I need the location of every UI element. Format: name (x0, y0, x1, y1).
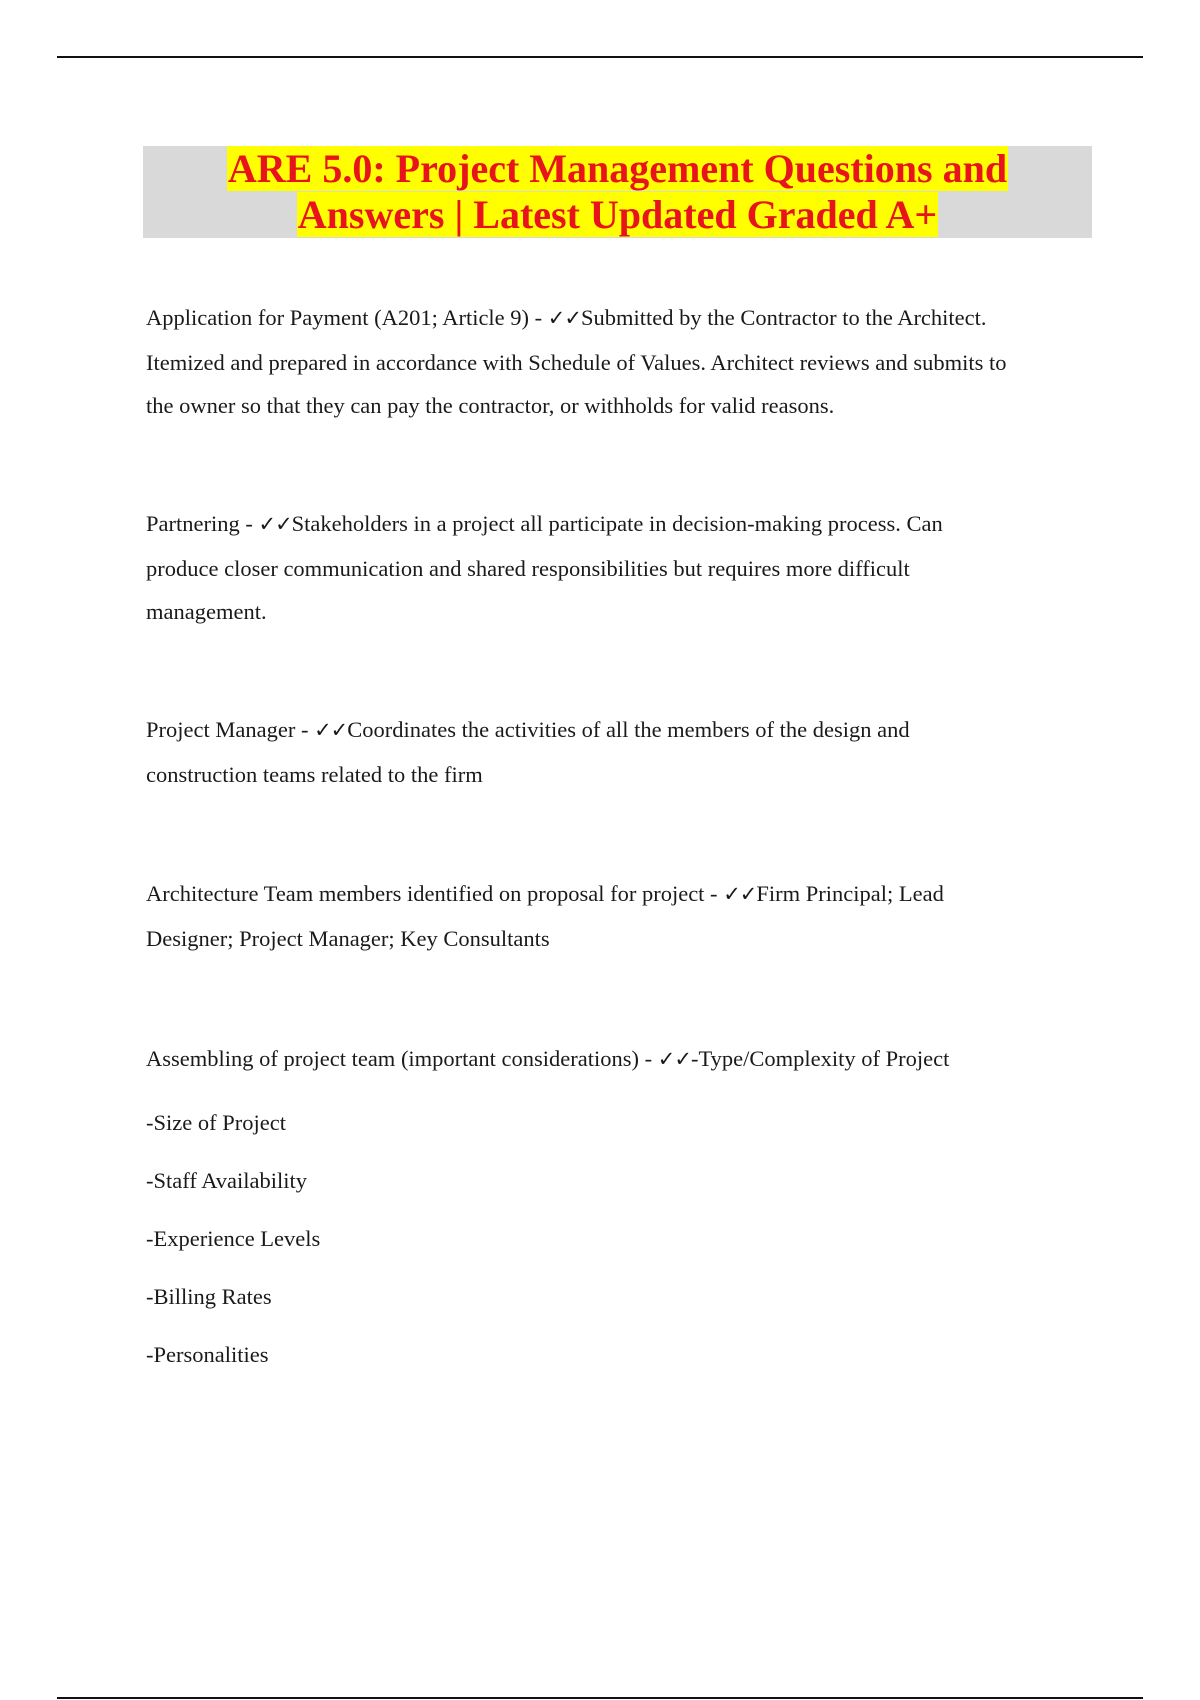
qa-answer: Designer; Project Manager; Key Consultants (146, 925, 550, 951)
qa-entry (146, 1037, 1086, 1082)
qa-answer: the owner so that they can pay the contractor, or withholds for valid reasons. (146, 393, 835, 418)
document-title-band (143, 146, 1092, 238)
qa-term: Application for Payment (A201; Article 9) - (146, 305, 548, 330)
document-title-line-2 (143, 192, 1092, 238)
list-item: -Personalities (146, 1342, 269, 1367)
qa-answer: construction teams related to the firm (146, 761, 483, 787)
list-item: -Size of Project (146, 1110, 286, 1135)
double-check-icon: ✓✓ (657, 1047, 691, 1071)
list-item: -Billing Rates (146, 1284, 272, 1309)
title-highlight: ARE 5.0: Project Management Questions and (227, 146, 1008, 191)
qa-term: Assembling of project team (important considerations) - (146, 1046, 658, 1071)
qa-line (146, 1037, 1086, 1082)
footer-rule (57, 1697, 1143, 1699)
header-rule (57, 56, 1143, 58)
list-item: -Experience Levels (146, 1226, 321, 1251)
qa-answer: Itemized and prepared in accordance with Schedule of Values. Architect reviews and submits to (146, 349, 1007, 375)
qa-line (146, 872, 1086, 917)
qa-answer: Coordinates the activities of all the members of the design and (347, 717, 910, 742)
consideration-list (146, 1094, 746, 1384)
qa-entry (146, 872, 1086, 960)
document-title-line-1 (143, 146, 1092, 192)
qa-term: Partnering - (146, 511, 259, 536)
double-check-icon: ✓✓ (258, 512, 292, 536)
qa-term: Project Manager - (146, 717, 315, 742)
qa-line (146, 502, 1086, 547)
double-check-icon: ✓✓ (723, 882, 757, 906)
qa-entry (146, 502, 1086, 634)
qa-line (146, 296, 1086, 341)
qa-answer: Submitted by the Contractor to the Architect. (580, 305, 987, 330)
qa-term: Architecture Team members identified on proposal for project - (146, 881, 724, 906)
qa-answer: Stakeholders in a project all participate in decision-making process. Can (291, 511, 943, 536)
qa-answer: Firm Principal; Lead (756, 881, 944, 906)
qa-answer: produce closer communication and shared responsibilities but requires more difficult (146, 555, 910, 581)
double-check-icon: ✓✓ (547, 306, 581, 330)
double-check-icon: ✓✓ (314, 718, 348, 742)
title-highlight: Answers | Latest Updated Graded A+ (297, 192, 938, 237)
list-item: -Staff Availability (146, 1168, 308, 1193)
qa-answer: management. (146, 599, 267, 624)
qa-entry (146, 708, 1086, 796)
qa-line (146, 708, 1086, 753)
qa-answer: -Type/Complexity of Project (690, 1046, 950, 1071)
qa-entry (146, 296, 1086, 428)
